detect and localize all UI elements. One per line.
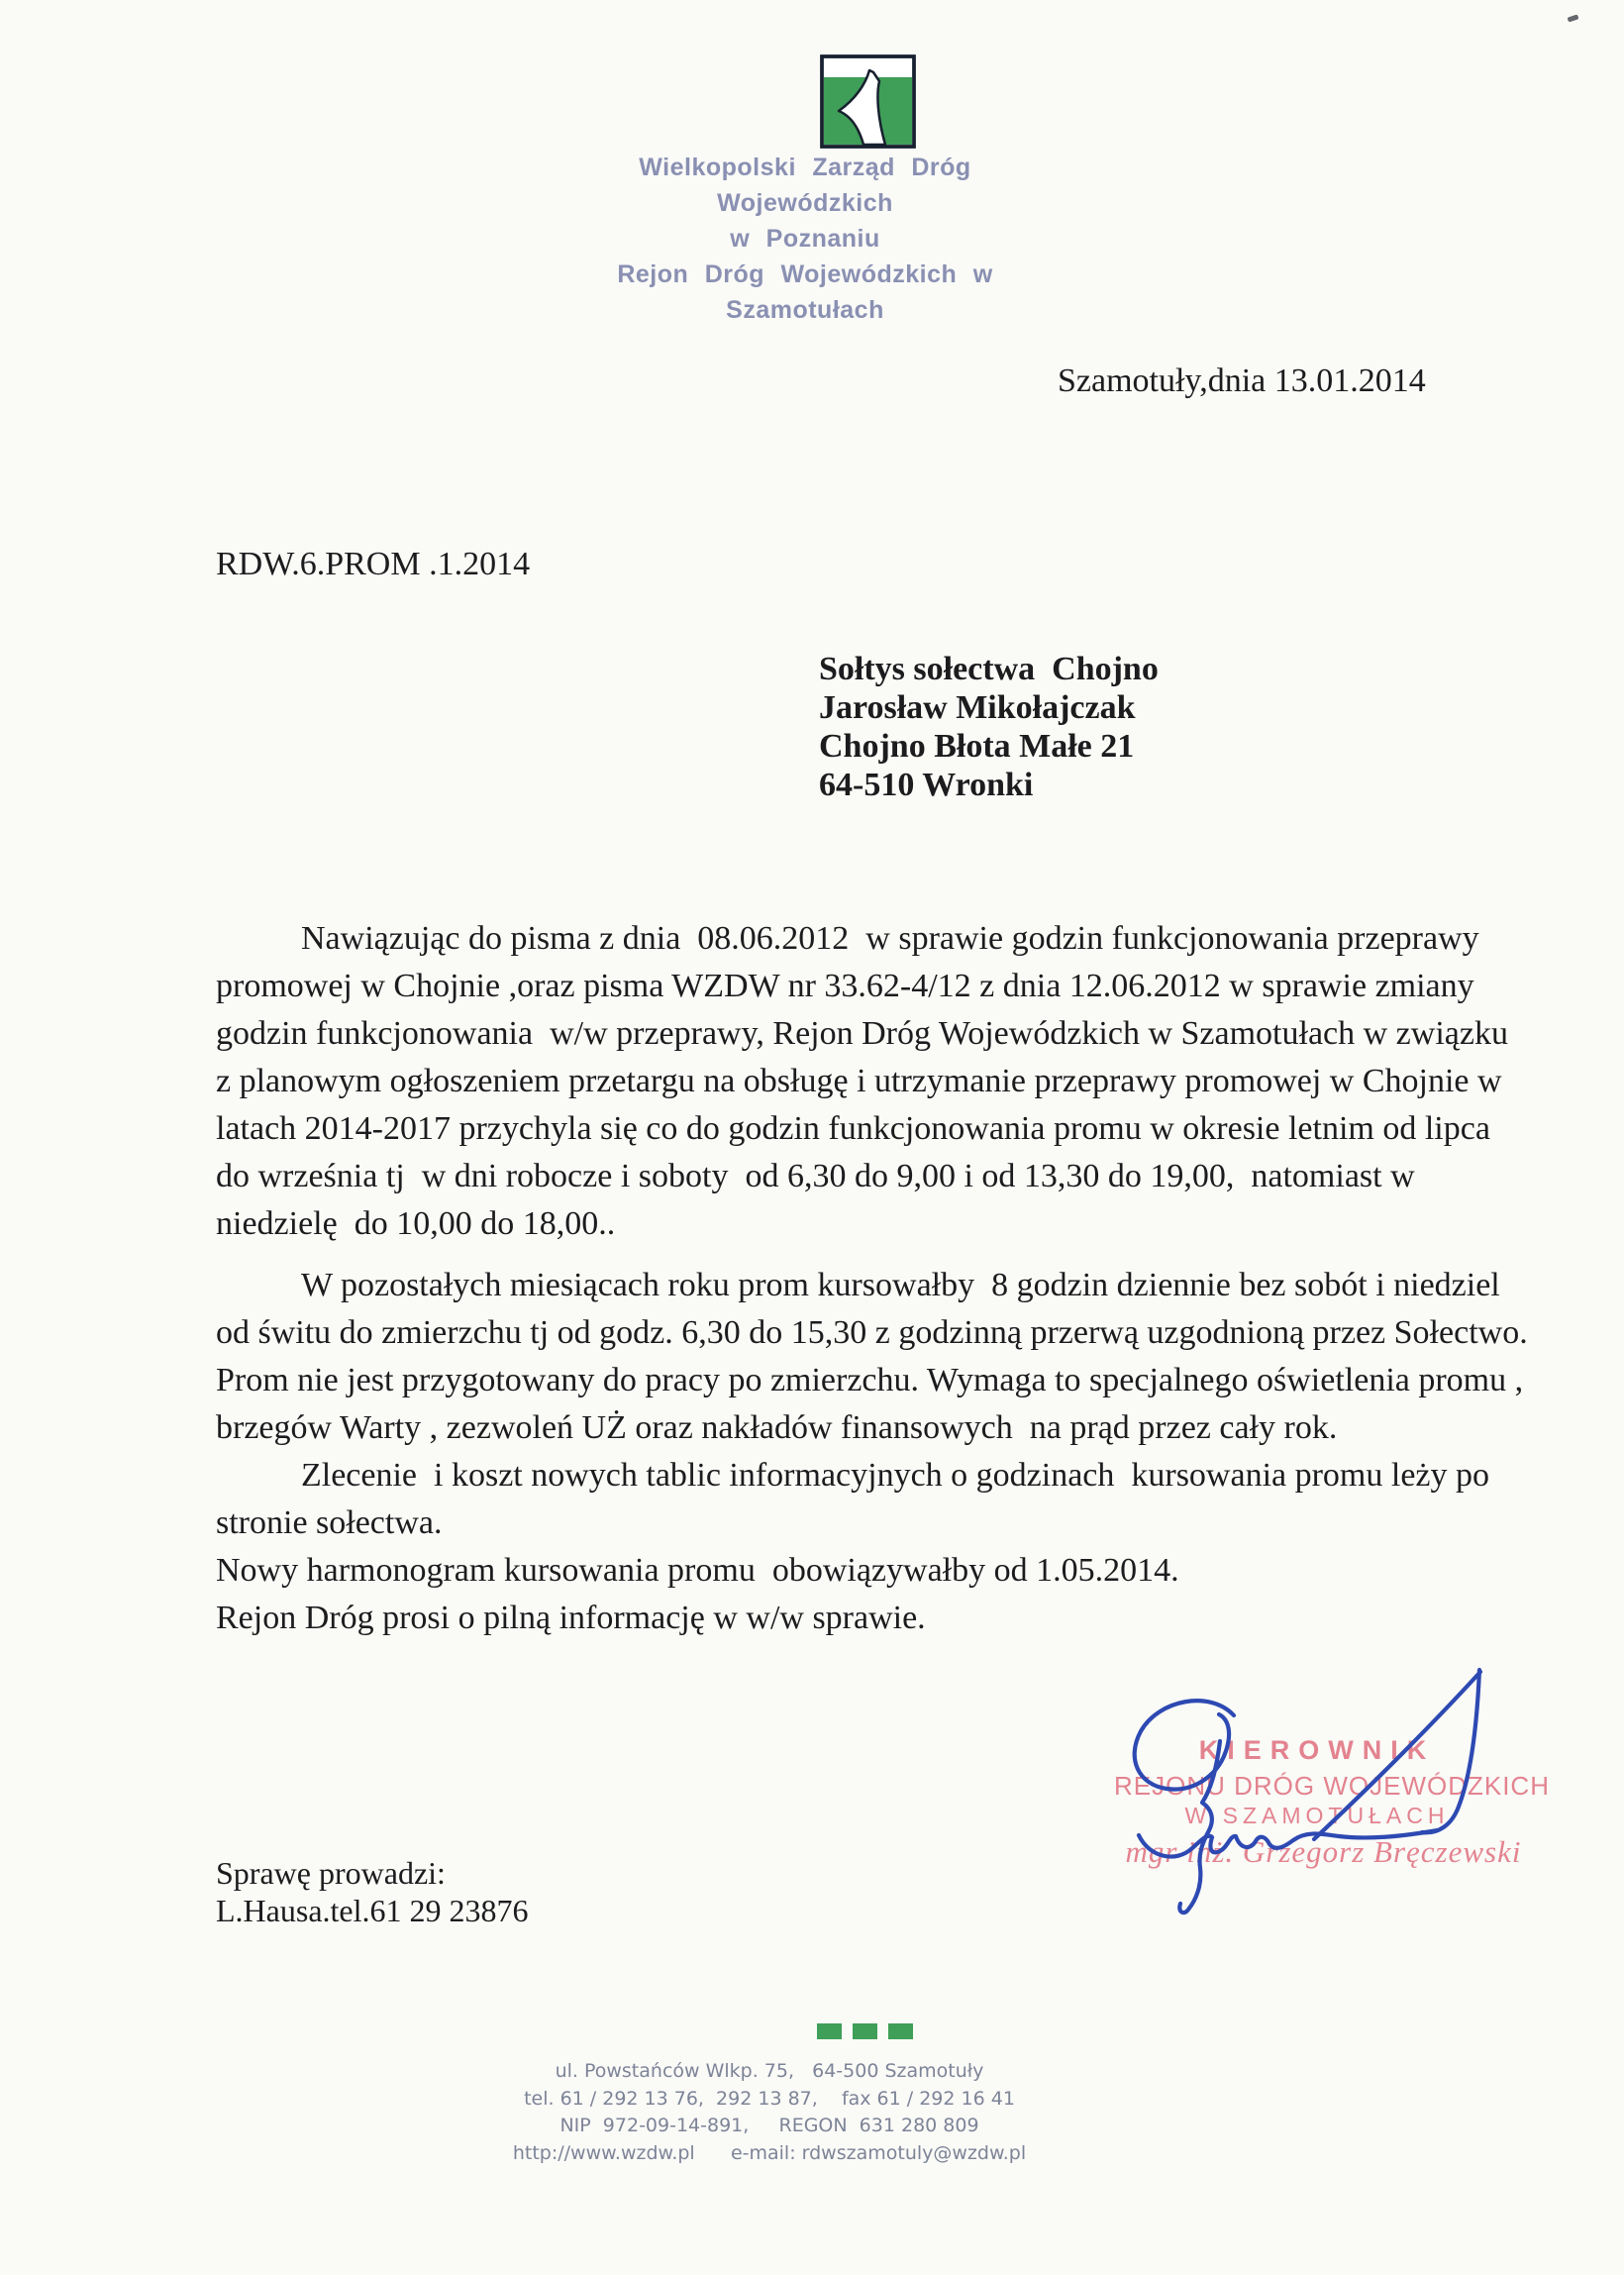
footer-phones: tel. 61 / 292 13 76, 292 13 87, fax 61 / 292 16 41 bbox=[524, 2087, 1015, 2110]
stamp-signer-name: mgr inż. Grzegorz Bręczewski bbox=[1125, 1834, 1522, 1869]
body-line: W pozostałych miesiącach roku prom kursowałby 8 godzin dziennie bez sobót i niedziel bbox=[301, 1267, 1500, 1303]
scan-speck bbox=[1567, 14, 1578, 22]
body-line: od świtu do zmierzchu tj od godz. 6,30 do 15,30 z godzinną przerwą uzgodnioną przez Sołectwo. bbox=[216, 1314, 1528, 1351]
recipient-name: Jarosław Mikołajczak bbox=[819, 689, 1136, 726]
footer-address: ul. Powstańców Wlkp. 75, 64-500 Szamotuły bbox=[555, 2060, 984, 2082]
body-line: Zlecenie i koszt nowych tablic informacyjnych o godzinach kursowania promu leży po bbox=[301, 1457, 1490, 1494]
case-officer-block bbox=[216, 1854, 529, 1929]
org-name-line1: Wielkopolski Zarząd Dróg Wojewódzkich bbox=[639, 154, 971, 217]
case-officer-contact: L.Hausa.tel.61 29 23876 bbox=[216, 1893, 529, 1928]
footer-ids: NIP 972-09-14-891, REGON 631 280 809 bbox=[559, 2115, 979, 2136]
body-line: Nowy harmonogram kursowania promu obowiązywałby od 1.05.2014. bbox=[216, 1552, 1179, 1589]
date-line: Szamotuły,dnia 13.01.2014 bbox=[1058, 362, 1426, 399]
body-line: stronie sołectwa. bbox=[216, 1504, 443, 1541]
body-line: z planowym ogłoszeniem przetargu na obsługę i utrzymanie przeprawy promowej w Chojnie w bbox=[216, 1063, 1502, 1099]
letter-body bbox=[216, 915, 1528, 1642]
case-officer-label: Sprawę prowadzi: bbox=[216, 1855, 446, 1891]
org-name-line2: w Poznaniu bbox=[730, 225, 880, 253]
body-line: Rejon Dróg prosi o pilną informację w w/w sprawie. bbox=[216, 1600, 926, 1636]
body-line: promowej w Chojnie ,oraz pisma WZDW nr 33.62-4/12 z dnia 12.06.2012 w sprawie zmiany bbox=[216, 968, 1474, 1004]
stamp-org-line: REJONU DRÓG WOJEWÓDZKICH bbox=[1114, 1771, 1550, 1801]
recipient-city: 64-510 Wronki bbox=[819, 767, 1034, 803]
handwritten-signature bbox=[1089, 1624, 1584, 1981]
body-line: do września tj w dni robocze i soboty od 6,30 do 9,00 i od 13,30 do 19,00, natomiast w bbox=[216, 1158, 1415, 1194]
body-line: brzegów Warty , zezwoleń UŻ oraz nakładów finansowych na prąd przez cały rok. bbox=[216, 1409, 1338, 1446]
org-name-line3: Rejon Dróg Wojewódzkich w Szamotułach bbox=[617, 260, 993, 324]
stamp-city-line: W SZAMOTUŁACH bbox=[1184, 1803, 1450, 1828]
body-line: niedzielę do 10,00 do 18,00.. bbox=[216, 1205, 616, 1242]
footer-separator bbox=[817, 2023, 913, 2039]
footer-separator-square bbox=[888, 2023, 913, 2039]
footer-separator-square bbox=[853, 2023, 877, 2039]
body-line: godzin funkcjonowania w/w przeprawy, Rejon Dróg Wojewódzkich w Szamotułach w związku bbox=[216, 1015, 1508, 1052]
recipient-street: Chojno Błota Małe 21 bbox=[819, 728, 1135, 765]
recipient-title: Sołtys sołectwa Chojno bbox=[819, 651, 1159, 687]
org-header bbox=[552, 150, 1059, 328]
footer-block bbox=[472, 2058, 1066, 2167]
body-line: latach 2014-2017 przychyla się co do godzin funkcjonowania promu w okresie letnim od lipca bbox=[216, 1110, 1490, 1147]
road-logo-icon bbox=[820, 54, 916, 149]
recipient-block bbox=[819, 650, 1159, 804]
reference-number: RDW.6.PROM .1.2014 bbox=[216, 546, 531, 582]
footer-web-email: http://www.wzdw.pl e-mail: rdwszamotuly@wzdw.pl bbox=[512, 2141, 1027, 2164]
body-line: Nawiązując do pisma z dnia 08.06.2012 w sprawie godzin funkcjonowania przeprawy bbox=[301, 920, 1479, 957]
footer-separator-square bbox=[817, 2023, 842, 2039]
wzdw-logo bbox=[820, 54, 916, 149]
signature-area bbox=[1089, 1624, 1584, 1981]
stamp-title: KIEROWNIK bbox=[1198, 1735, 1436, 1765]
body-line: Prom nie jest przygotowany do pracy po zmierzchu. Wymaga to specjalnego oświetlenia promu , bbox=[216, 1362, 1524, 1398]
